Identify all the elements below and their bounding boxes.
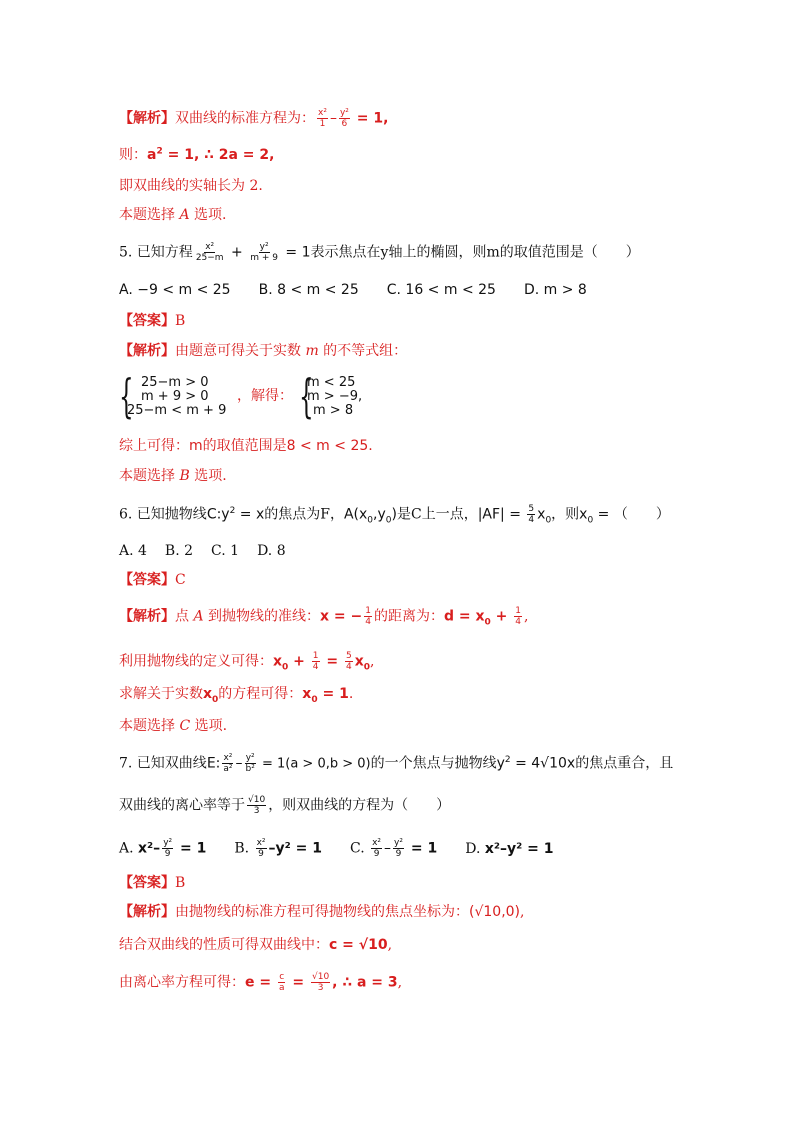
option-b[interactable]: B. $\frac{\text{x²}}{9}$ –y² = 1 [234,838,322,859]
q4-analysis-line: 【解析】双曲线的标准方程为： $\frac{\text{x²}}{1}$ – $\frac{\text{y²}}{6}$ = 1, [119,108,389,129]
q7-property: 结合双曲线的性质可得双曲线中：c = √10, [119,937,393,953]
option-d[interactable]: D. 8 [257,543,286,559]
q5-inequality-system: { 25−m > 0 m + 9 > 0 25−m < m + 9 ，解得： { m < 25 m > −9, m > 8 [119,369,363,423]
option-d[interactable]: D. x²–y² = 1 [465,840,554,857]
q7-stem-line1: 7. 已知双曲线E: $\frac{\text{x²}}{\text{a²}}$ – $\frac{\text{y²}}{\text{b²}}$ = 1(a > 0,b > 0)的一个焦点与抛物线$y^2 = 4√10x$的焦点重合，且 [119,753,674,774]
option-c[interactable]: C. 1 [211,543,240,559]
q7-eccentricity: 由离心率方程可得：e = $\frac{c}{a}$ = $\frac{√10}{3}$ , ∴ a = 3, [119,972,403,993]
q5-choose: 本题选择 B 选项. [119,468,227,484]
q5-stem: 5. 已知方程 $\frac{\text{x²}}{25-m}$ + $\frac{\text{y²}}{m + 9}$ = 1表示焦点在y轴上的椭圆，则m的取值范围是（ ） [119,242,640,263]
q7-stem-line2: 双曲线的离心率等于 $\frac{√10}{3}$ ，则双曲线的方程为（ ） [119,795,451,816]
q7-options [119,838,582,859]
q5-summary: 综上可得：m的取值范围是8 < m < 25. [119,438,373,454]
q5-analysis: 【解析】由题意可得关于实数 m 的不等式组： [119,343,408,359]
q6-choose: 本题选择 C 选项. [119,718,228,734]
option-c[interactable]: C. 16 < m < 25 [386,282,496,298]
q4-step: 则：$a^2 = 1$, ∴ 2a = 2, [119,146,275,163]
q5-options [119,280,615,300]
q5-answer: 【答案】B [119,313,186,329]
option-a[interactable]: A. x²– $\frac{\text{y²}}{9}$ = 1 [119,838,207,859]
option-b[interactable]: B. 8 < m < 25 [258,282,359,298]
q6-definition: 利用抛物线的定义可得：$x_0$ + $\frac{1}{4}$ = $\frac{5}{4}$ $x_0$, [119,651,375,673]
q4-choose: 本题选择 A 选项. [119,207,227,223]
q4-conclusion: 即双曲线的实轴长为 2. [119,178,263,194]
option-d[interactable]: D. m > 8 [523,282,587,298]
option-a[interactable]: A. −9 < m < 25 [119,282,231,298]
q6-analysis: 【解析】点 A 到抛物线的准线：x = − $\frac{1}{4}$ 的距离为：$d = x_0$ + $\frac{1}{4}$ , [119,606,529,628]
q6-answer: 【答案】C [119,572,186,588]
q7-answer: 【答案】B [119,875,186,891]
analysis-tag: 【解析】 [119,110,175,127]
q7-analysis: 【解析】由抛物线的标准方程可得抛物线的焦点坐标为：(√10,0), [119,904,525,920]
option-c[interactable]: C. $\frac{\text{x²}}{9}$ – $\frac{\text{y²}}{9}$ = 1 [349,838,438,859]
q6-options [119,541,314,561]
q6-stem: 6. 已知抛物线$C:y^2 = x$的焦点为F，$A(x_0,y_0)$是C上一点，|AF| = $\frac{5}{4}$ $x_0$，则$x_0$ = （ ） [119,504,670,526]
q6-solve: 求解关于实数$x_0$的方程可得：$x_0 = 1$. [119,686,354,705]
option-b[interactable]: B. 2 [164,543,194,559]
option-a[interactable]: A. 4 [119,543,147,559]
